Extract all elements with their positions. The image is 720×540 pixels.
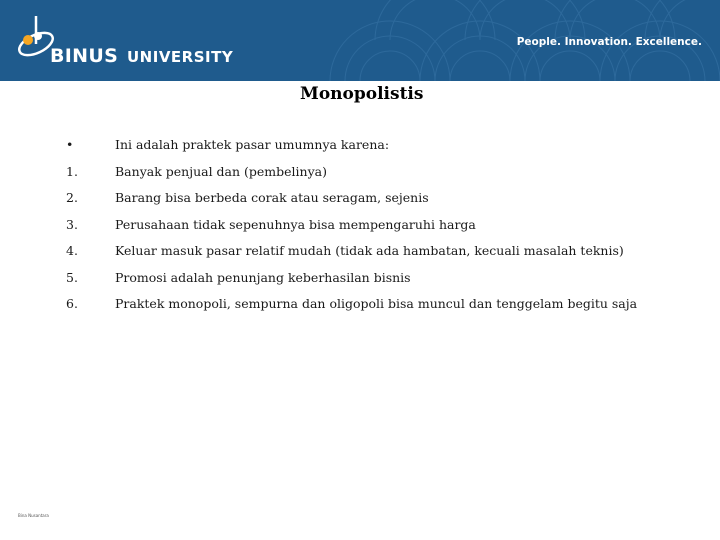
bullet-list (0, 132, 720, 318)
list-item-text: Promosi adalah penunjang keberhasilan bisnis (115, 269, 411, 285)
list-item-text: Barang bisa berbeda corak atau seragam, sejenis (115, 190, 429, 205)
list-item-text: Praktek monopoli, sempurna dan oligopoli bisa muncul dan tenggelam begitu saja (115, 296, 638, 311)
tagline: People. Innovation. Excellence. (516, 36, 702, 48)
list-item-text: Keluar masuk pasar relatif mudah (tidak ada hambatan, kecuali masalah teknis) (115, 243, 624, 258)
list-item-text: Ini adalah praktek pasar umumnya karena: (115, 137, 390, 152)
list-marker: 3. (66, 216, 78, 232)
list-marker: • (66, 137, 74, 152)
logo-suffix: UNIVERSITY (127, 48, 234, 66)
logo-wordmark (50, 45, 233, 67)
header-banner (0, 0, 720, 81)
slide-title: Monopolistis (300, 84, 424, 104)
list-item-text: Perusahaan tidak sepenuhnya bisa mempengaruhi harga (115, 216, 476, 232)
list-item (0, 291, 720, 318)
list-item-text: Banyak penjual dan (pembelinya) (115, 163, 327, 179)
list-marker: 2. (66, 190, 78, 205)
logo-brand: BINUS (50, 45, 119, 67)
list-item (0, 159, 720, 186)
list-item (0, 238, 720, 265)
list-item (0, 185, 720, 212)
list-marker: 5. (66, 269, 78, 285)
list-item (0, 132, 720, 159)
list-marker: 6. (66, 296, 78, 311)
list-marker: 4. (66, 243, 78, 258)
list-marker: 1. (66, 163, 78, 179)
list-item (0, 212, 720, 239)
footer-text: Bina Nusantara (18, 513, 49, 518)
list-item (0, 265, 720, 292)
